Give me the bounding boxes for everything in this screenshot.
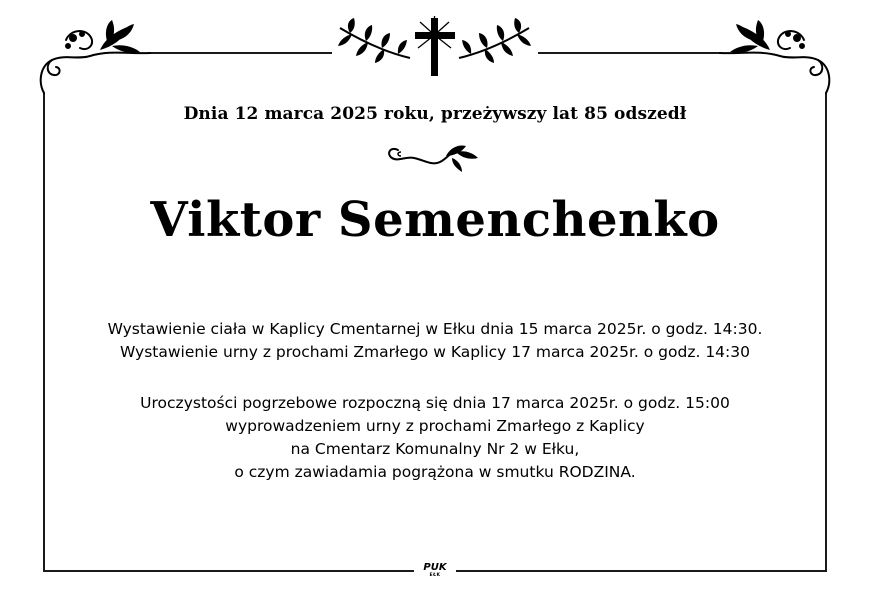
viewing-paragraph [0, 318, 870, 364]
frame-top-left-line [150, 52, 332, 54]
left-laurel-icon [338, 18, 410, 63]
notice-headline: Dnia 12 marca 2025 roku, przeżywszy lat 85 odszedł [183, 104, 687, 124]
logo-main-text: PUK [423, 562, 447, 573]
paragraph-line: Wystawienie urny z prochami Zmarłego w Kaplicy 17 marca 2025r. o godz. 14:30 [120, 343, 750, 361]
cross-icon [415, 16, 455, 76]
top-left-leaves-icon [100, 20, 140, 53]
top-left-flourish-icon [41, 31, 150, 93]
paragraph-line: Wystawienie ciała w Kaplicy Cmentarnej w Ełku dnia 15 marca 2025r. o godz. 14:30. [107, 320, 763, 338]
paragraph-line: wyprowadzeniem urny z prochami Zmarłego z Kaplicy [225, 417, 645, 435]
paragraph-line: na Cmentarz Komunalny Nr 2 w Ełku, [290, 440, 580, 458]
top-right-flourish-icon [720, 31, 829, 93]
paragraph-line: o czym zawiadamia pogrążona w smutku RODZINA. [234, 463, 636, 481]
logo-sub-text: EŁK [429, 573, 441, 578]
right-laurel-icon [459, 18, 531, 63]
puk-logo [414, 562, 456, 584]
top-right-leaves-icon [730, 20, 770, 53]
frame-top-right-line [538, 52, 720, 54]
deceased-name: Viktor Semenchenko [150, 192, 720, 248]
divider-flourish-icon [389, 145, 478, 172]
paragraph-line: Uroczystości pogrzebowe rozpoczną się dnia 17 marca 2025r. o godz. 15:00 [140, 394, 730, 412]
funeral-paragraph [0, 392, 870, 484]
